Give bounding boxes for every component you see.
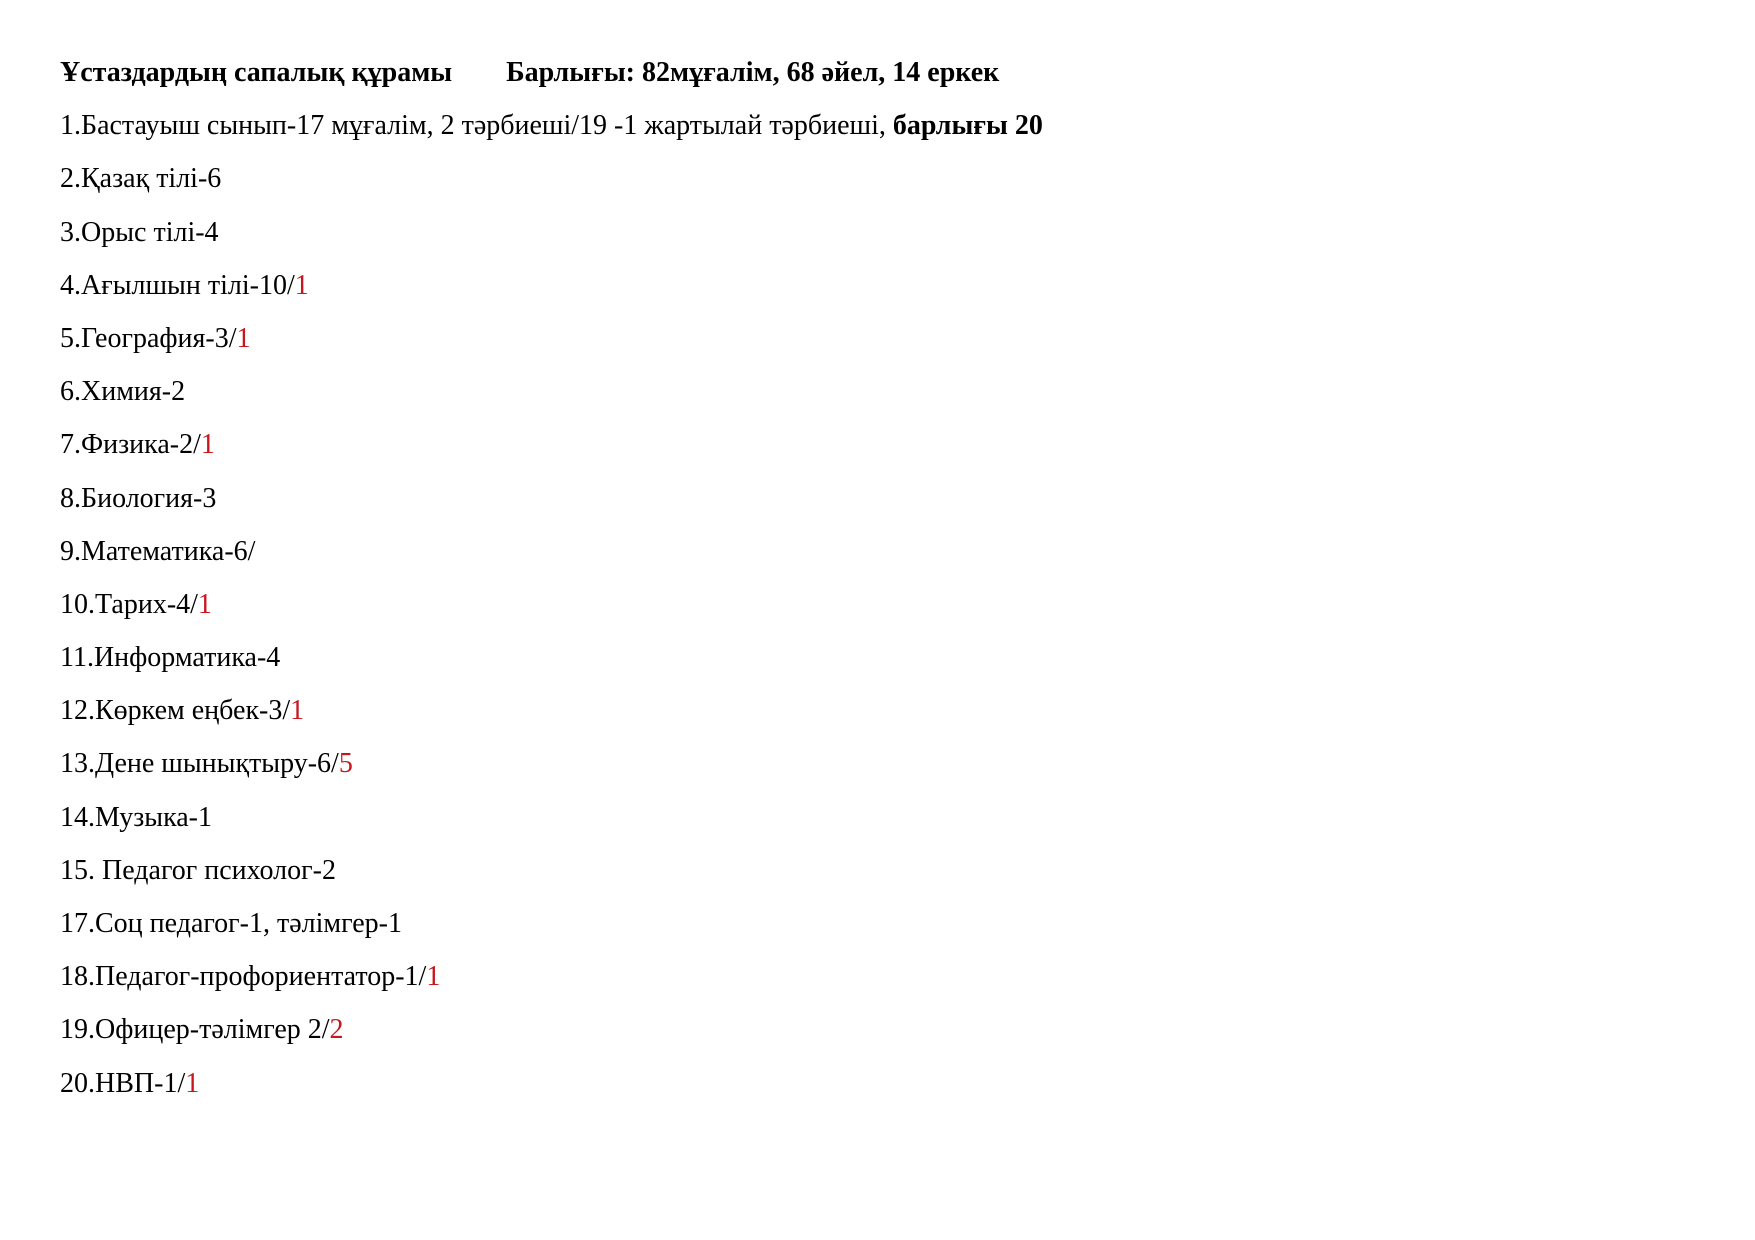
heading-title: Ұстаздардың сапалық құрамы (60, 57, 453, 88)
item-text: 8.Биология-3 (60, 482, 217, 514)
item-text: 9.Математика-6/ (60, 535, 256, 567)
item-text: 14.Музыка-1 (60, 801, 213, 833)
item-red-value: 2 (329, 1014, 344, 1046)
item-text: 2.Қазақ тілі-6 (60, 163, 222, 195)
list-item (60, 319, 1700, 359)
item-text: 20.НВП-1/ (60, 1067, 186, 1099)
list-item (60, 744, 1700, 784)
item-red-value: 5 (338, 748, 353, 780)
list-item (60, 691, 1700, 731)
item-text: 11.Информатика-4 (60, 642, 281, 674)
item-red-value: 1 (200, 429, 215, 461)
list-item (60, 266, 1700, 306)
item-text: 17.Соц педагог-1, тәлімгер-1 (60, 908, 402, 939)
list-item (60, 1064, 1700, 1104)
item-text: 3.Орыс тілі-4 (60, 216, 219, 248)
item-text: 7.Физика-2/ (60, 429, 201, 461)
staff-list (60, 106, 1700, 1103)
item-text: 6.Химия-2 (60, 376, 186, 408)
item-red-value: 1 (236, 322, 251, 354)
item-text: 1.Бастауыш сынып-17 мұғалім, 2 тәрбиеші/19 -1 жартылай тәрбиеші, (60, 110, 893, 142)
item-text: 19.Офицер-тәлімгер 2/ (60, 1014, 330, 1046)
item-text: 18.Педагог-профориентатор-1/ (60, 961, 427, 993)
item-text: 12.Көркем еңбек-3/ (60, 695, 291, 727)
list-item (60, 479, 1700, 519)
list-item (60, 532, 1700, 572)
item-text: 5.География-3/ (60, 322, 237, 354)
list-item (60, 425, 1700, 465)
list-item (60, 638, 1700, 678)
heading-total: Барлығы: 82мұғалім, 68 әйел, 14 еркек (506, 57, 1000, 88)
item-text: 10.Тарих-4/ (60, 588, 198, 620)
list-item (60, 957, 1700, 997)
item-bold-total: барлығы 20 (892, 110, 1043, 142)
item-red-value: 1 (197, 588, 212, 620)
item-red-value: 1 (294, 269, 309, 301)
item-text: 15. Педагог психолог-2 (60, 854, 336, 886)
list-item (60, 851, 1700, 891)
list-item (60, 798, 1700, 838)
list-item (60, 372, 1700, 412)
item-text: 13.Дене шынықтыру-6/ (60, 748, 339, 780)
list-item (60, 585, 1700, 625)
document-heading (60, 53, 1700, 93)
item-red-value: 1 (290, 695, 305, 727)
list-item (60, 159, 1700, 199)
list-item (60, 1010, 1700, 1050)
item-red-value: 1 (426, 961, 441, 993)
list-item (60, 106, 1700, 146)
document-page (60, 53, 1700, 1104)
list-item (60, 213, 1700, 253)
list-item (60, 904, 1700, 944)
item-text: 4.Ағылшын тілі-10/ (60, 269, 295, 301)
item-red-value: 1 (185, 1067, 200, 1099)
